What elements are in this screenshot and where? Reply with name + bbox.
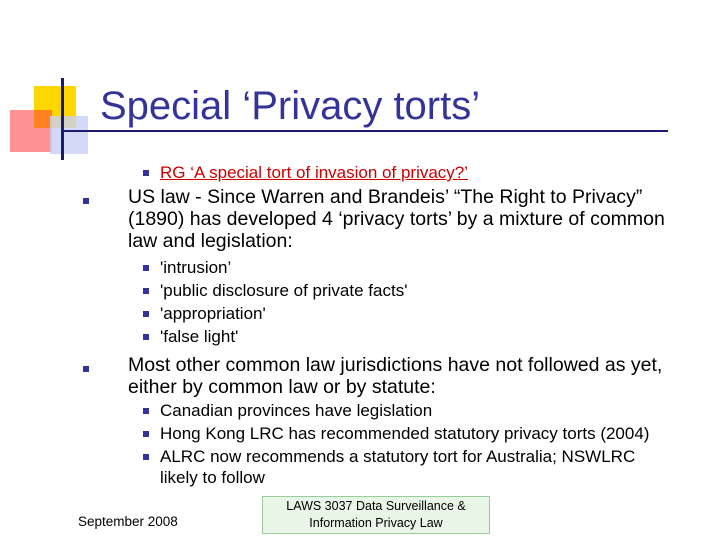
bullet-icon bbox=[143, 334, 149, 340]
us-law-line-2: (1890) has developed 4 ‘privacy torts’ by a mixture of common bbox=[128, 208, 665, 230]
title-underline-rule bbox=[62, 130, 668, 132]
hong-kong-lrc: Hong Kong LRC has recommended statutory privacy torts (2004) bbox=[160, 424, 650, 443]
us-law-line-1: US law - Since Warren and Brandeis’ “The Right to Privacy” bbox=[128, 186, 643, 208]
footer-course-line-1: LAWS 3037 Data Surveillance & bbox=[286, 499, 466, 513]
footer-course-box bbox=[262, 496, 490, 534]
slide-title: Special ‘Privacy torts’ bbox=[100, 84, 481, 128]
bullet-icon bbox=[143, 311, 149, 317]
tort-appropriation: 'appropriation' bbox=[160, 304, 266, 323]
decorative-pink-square bbox=[10, 110, 52, 152]
bullet-icon bbox=[83, 198, 89, 204]
tort-false-light: 'false light' bbox=[160, 327, 239, 346]
bullet-icon bbox=[143, 454, 149, 460]
decorative-vertical-rule bbox=[61, 78, 64, 160]
bullet-icon bbox=[143, 265, 149, 271]
bullet-icon bbox=[143, 288, 149, 294]
other-jurisdictions-line-2: either by common law or by statute: bbox=[128, 376, 436, 398]
bullet-icon bbox=[143, 170, 149, 176]
bullet-icon bbox=[83, 366, 89, 372]
footer-course-line-2: Information Privacy Law bbox=[309, 516, 443, 530]
bullet-icon bbox=[143, 431, 149, 437]
decorative-blue-square bbox=[50, 116, 88, 154]
alrc-line-2: likely to follow bbox=[160, 468, 265, 487]
canadian-provinces: Canadian provinces have legislation bbox=[160, 401, 433, 420]
tort-public-disclosure: 'public disclosure of private facts' bbox=[160, 281, 408, 300]
alrc-line-1: ALRC now recommends a statutory tort for Australia; NSWLRC bbox=[160, 447, 636, 466]
rg-link[interactable]: RG ‘A special tort of invasion of privacy?’ bbox=[160, 163, 469, 182]
other-jurisdictions-line-1: Most other common law jurisdictions have not followed as yet, bbox=[128, 354, 663, 376]
us-law-line-3: law and legislation: bbox=[128, 230, 293, 252]
tort-intrusion: 'intrusion’ bbox=[160, 258, 232, 277]
footer-date: September 2008 bbox=[78, 514, 178, 529]
bullet-icon bbox=[143, 408, 149, 414]
